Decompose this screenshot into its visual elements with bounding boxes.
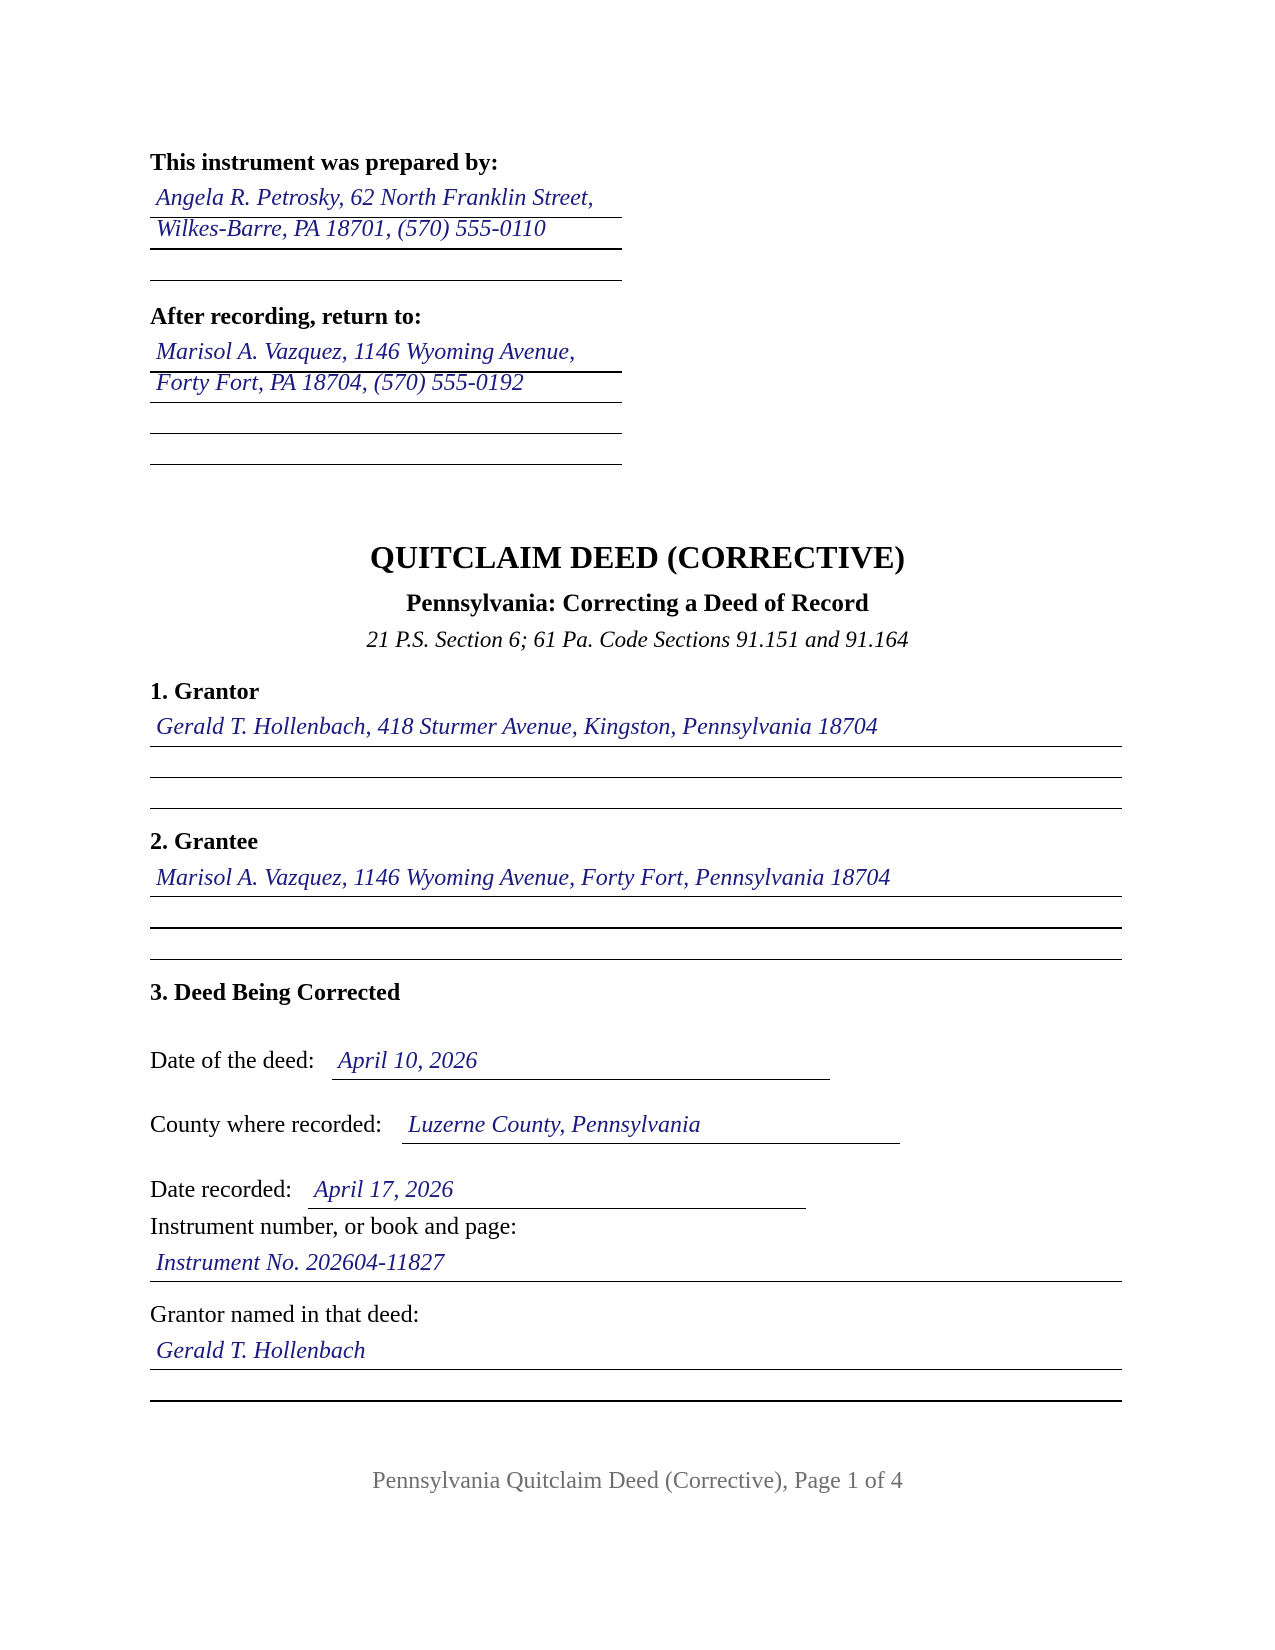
- statute-citation: 21 P.S. Section 6; 61 Pa. Code Sections 91.151 and 91.164: [366, 627, 909, 652]
- prior-grantor-label: Grantor named in that deed:: [150, 1302, 420, 1328]
- grantee-value[interactable]: Marisol A. Vazquez, 1146 Wyoming Avenue, Forty Fort, Pennsylvania 18704: [156, 865, 891, 891]
- page-footer: Pennsylvania Quitclaim Deed (Corrective), Page 1 of 4: [372, 1468, 903, 1494]
- grantee-rule-1: [150, 896, 1122, 897]
- grantee-rule-2: [150, 927, 1122, 929]
- prepared-by-label: This instrument was prepared by:: [150, 150, 499, 176]
- instrument-value[interactable]: Instrument No. 202604-11827: [156, 1250, 445, 1276]
- grantee-heading: 2. Grantee: [150, 829, 258, 855]
- deed-date-rule: [332, 1079, 830, 1080]
- date-recorded-label: Date recorded:: [150, 1177, 292, 1203]
- document-subtitle: Pennsylvania: Correcting a Deed of Record: [406, 590, 869, 617]
- grantor-rule-2: [150, 777, 1122, 778]
- prior-grantor-rule-1: [150, 1369, 1122, 1370]
- grantor-heading: 1. Grantor: [150, 679, 260, 705]
- grantor-value[interactable]: Gerald T. Hollenbach, 418 Sturmer Avenue, Kingston, Pennsylvania 18704: [156, 714, 878, 740]
- county-label: County where recorded:: [150, 1112, 382, 1138]
- grantor-rule-1: [150, 746, 1122, 747]
- return-to-label: After recording, return to:: [150, 304, 422, 330]
- grantee-rule-3: [150, 959, 1122, 960]
- document-title: QUITCLAIM DEED (CORRECTIVE): [369, 539, 906, 575]
- deed-date-value[interactable]: April 10, 2026: [338, 1048, 478, 1074]
- county-value[interactable]: Luzerne County, Pennsylvania: [408, 1112, 701, 1138]
- prepared-by-line2[interactable]: Wilkes-Barre, PA 18701, (570) 555-0110: [156, 216, 546, 242]
- grantor-rule-3: [150, 808, 1122, 809]
- return-to-line2[interactable]: Forty Fort, PA 18704, (570) 555-0192: [156, 370, 524, 396]
- return-to-line1[interactable]: Marisol A. Vazquez, 1146 Wyoming Avenue,: [156, 339, 576, 365]
- instrument-rule: [150, 1281, 1122, 1282]
- deed-heading: 3. Deed Being Corrected: [150, 980, 401, 1006]
- date-recorded-rule: [308, 1208, 806, 1209]
- prepared-by-rule-2: [150, 248, 622, 250]
- prepared-by-line1[interactable]: Angela R. Petrosky, 62 North Franklin Street,: [156, 185, 594, 211]
- return-to-rule-4: [150, 464, 622, 465]
- date-recorded-value[interactable]: April 17, 2026: [314, 1177, 454, 1203]
- prepared-by-rule-3: [150, 280, 622, 281]
- prior-grantor-value[interactable]: Gerald T. Hollenbach: [156, 1338, 366, 1364]
- return-to-rule-3: [150, 433, 622, 434]
- county-rule: [402, 1143, 900, 1144]
- return-to-rule-2: [150, 402, 622, 403]
- prior-grantor-rule-2: [150, 1400, 1122, 1402]
- deed-date-label: Date of the deed:: [150, 1048, 315, 1074]
- instrument-label: Instrument number, or book and page:: [150, 1214, 517, 1240]
